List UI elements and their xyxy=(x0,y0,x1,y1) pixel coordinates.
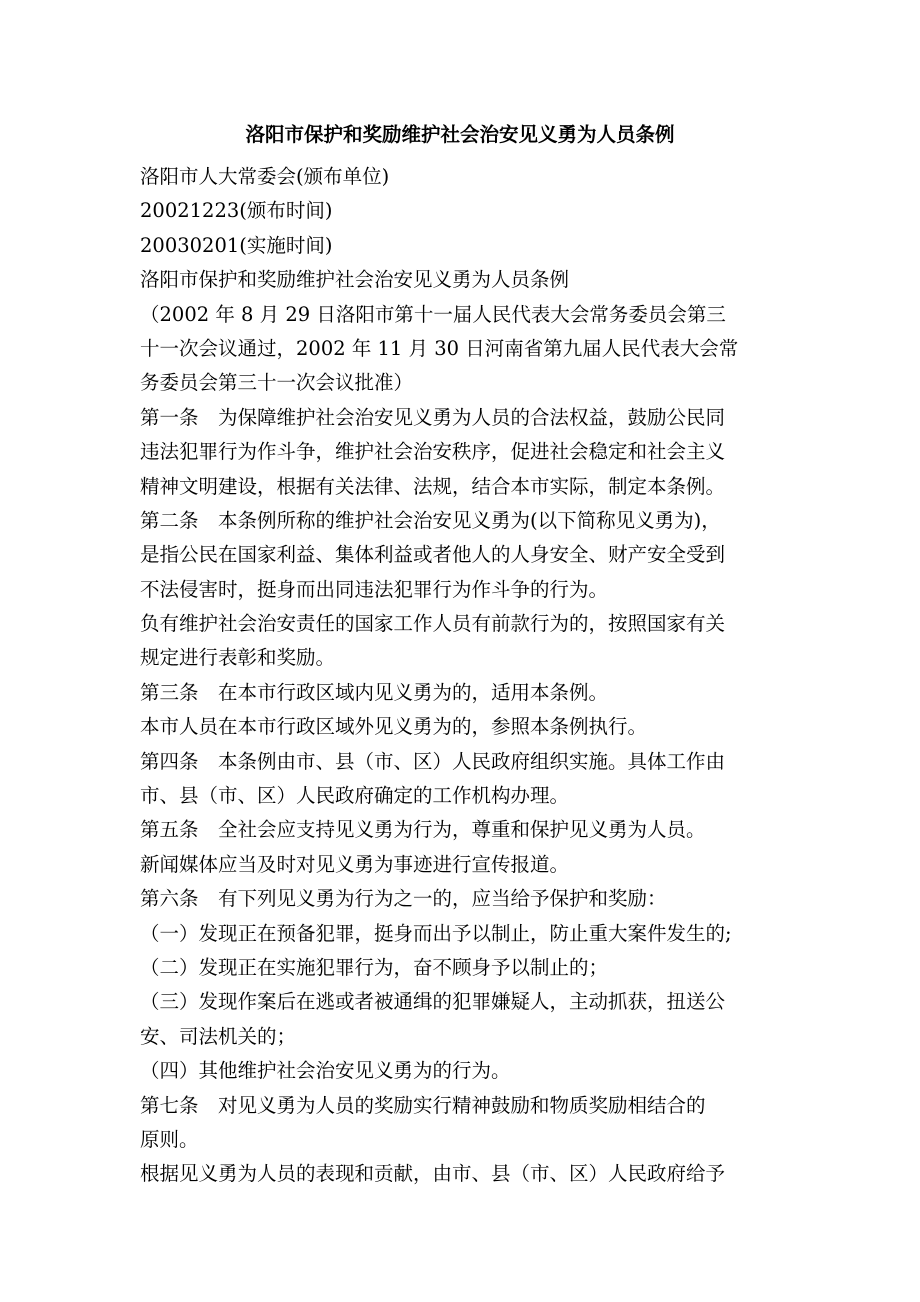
body-line: 20030201(实施时间) xyxy=(140,233,333,257)
document-title: 洛阳市保护和奖励维护社会治安见义勇为人员条例 xyxy=(245,123,675,146)
body-line: 市、县（市、区）人民政府确定的工作机构办理。 xyxy=(140,784,570,808)
body-line: 第一条 为保障维护社会治安见义勇为人员的合法权益，鼓励公民同 xyxy=(140,405,726,429)
body-line: 是指公民在国家利益、集体利益或者他人的人身安全、财产安全受到 xyxy=(140,543,726,567)
body-line: 第六条 有下列见义勇为行为之一的，应当给予保护和奖励： xyxy=(140,887,667,911)
body-line: 精神文明建设，根据有关法律、法规，结合本市实际，制定本条例。 xyxy=(140,474,726,498)
body-line: （一）发现正在预备犯罪，挺身而出予以制止，防止重大案件发生的; xyxy=(140,921,732,945)
body-line: 负有维护社会治安责任的国家工作人员有前款行为的，按照国家有关 xyxy=(140,612,726,636)
document-body xyxy=(140,160,785,1192)
body-line: 20021223(颁布时间) xyxy=(140,199,333,223)
body-line: 洛阳市人大常委会(颁布单位) xyxy=(140,165,390,188)
body-line: 洛阳市保护和奖励维护社会治安见义勇为人员条例 xyxy=(140,268,570,292)
body-line: 第五条 全社会应支持见义勇为行为，尊重和保护见义勇为人员。 xyxy=(140,818,706,842)
body-line: 违法犯罪行为作斗争，维护社会治安秩序，促进社会稳定和社会主义 xyxy=(140,440,726,464)
body-line: 新闻媒体应当及时对见义勇为事迹进行宣传报道。 xyxy=(140,852,570,876)
body-line: （四）其他维护社会治安见义勇为的行为。 xyxy=(140,1059,511,1083)
body-line: （三）发现作案后在逃或者被通缉的犯罪嫌疑人，主动抓获，扭送公 xyxy=(140,990,726,1014)
body-line: （2002 年 8 月 29 日洛阳市第十一届人民代表大会常务委员会第三 xyxy=(140,302,726,326)
body-line: 不法侵害时，挺身而出同违法犯罪行为作斗争的行为。 xyxy=(140,577,609,601)
body-line: 第七条 对见义勇为人员的奖励实行精神鼓励和物质奖励相结合的 xyxy=(140,1093,706,1117)
body-line: 本市人员在本市行政区域外见义勇为的，参照本条例执行。 xyxy=(140,715,648,739)
body-line: 十一次会议通过，2002 年 11 月 30 日河南省第九届人民代表大会常 xyxy=(140,336,739,360)
body-line: 第三条 在本市行政区域内见义勇为的，适用本条例。 xyxy=(140,680,609,704)
body-line: 第四条 本条例由市、县（市、区）人民政府组织实施。具体工作由 xyxy=(140,749,726,773)
body-line: 务委员会第三十一次会议批准） xyxy=(140,371,414,395)
body-line: （二）发现正在实施犯罪行为，奋不顾身予以制止的； xyxy=(140,955,609,979)
body-line: 安、司法机关的； xyxy=(140,1024,297,1048)
body-line: 根据见义勇为人员的表现和贡献，由市、县（市、区）人民政府给予 xyxy=(140,1162,726,1186)
body-line: 规定进行表彰和奖励。 xyxy=(140,646,336,670)
body-line: 第二条 本条例所称的维护社会治安见义勇为(以下简称见义勇为)， xyxy=(140,508,721,532)
body-line: 原则。 xyxy=(140,1127,199,1151)
